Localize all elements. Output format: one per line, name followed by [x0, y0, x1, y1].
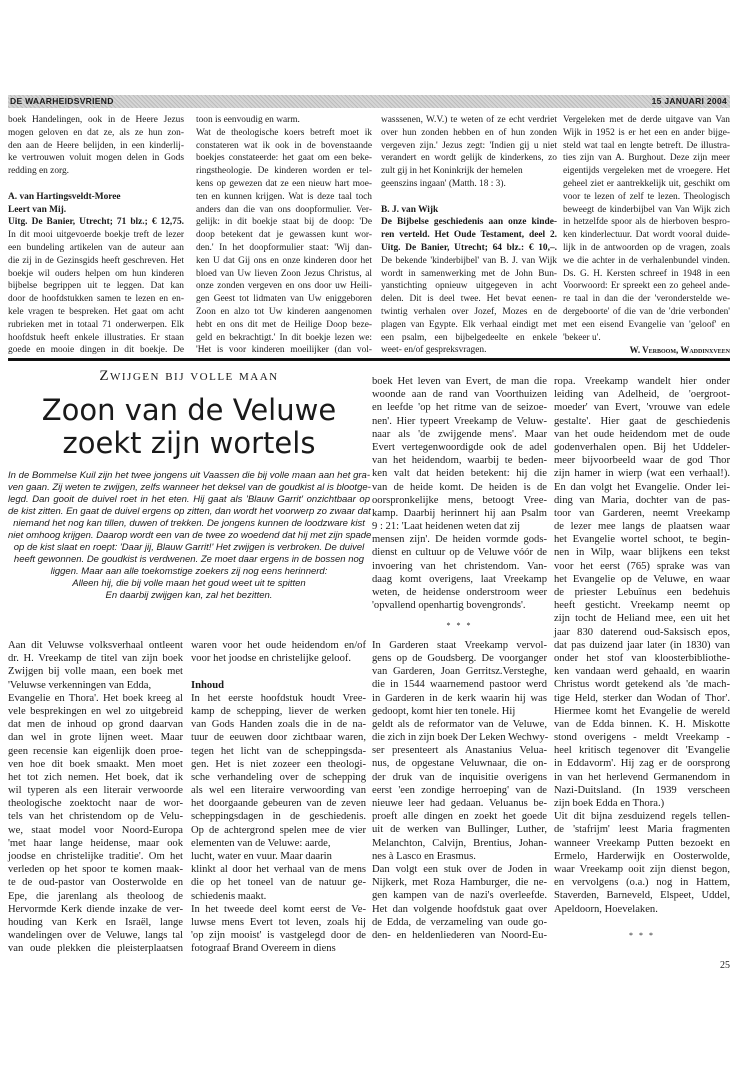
text-line: bijbelse begrippen uit te leggen. Dat kan — [8, 281, 184, 292]
text-line: gedoopt, komt hier ten tonele. Hij — [372, 705, 516, 717]
text-line: Het dan volgende hoofdstuk gaat over — [372, 903, 547, 915]
text-line: elementen van de Veluwe: aarde, — [191, 837, 331, 849]
text-line: lijk in de antwoorden op de vragen, zoals — [563, 242, 730, 253]
text-line: geenszins ingaan' (Matth. 18 : 3). — [381, 178, 506, 189]
review-column — [196, 114, 372, 357]
text-line: nes à Lasco en Erasmus. — [372, 850, 476, 862]
text-line: voor te lezen of zelf te lezen. Theologisch — [563, 191, 730, 202]
text-line: Wijk in 1952 is er het een en ander bijge- — [563, 127, 730, 138]
text-line: Evert vertegenwoordigde ook de adel — [372, 441, 547, 453]
text-line: ren verteld. Het Oude Testament, deel 2. — [381, 230, 557, 241]
text-line: stond overigens - meldt Vreekamp - — [554, 732, 730, 744]
text-line: mensen zijn'. De heiden vormde gods- — [372, 534, 547, 546]
review-column — [8, 114, 184, 357]
text-line: bloed van Uw lieven Zoon Jezus Christus, al — [196, 268, 372, 279]
text-line: Ds. G. H. Kersten schreef in 1948 in een — [563, 268, 730, 279]
text-line: beweegt de kinderbijbel van Van Wijk zich — [563, 204, 730, 215]
text-line: die zij in de Gezinsgids heeft geschreven. Het — [8, 255, 184, 266]
text-line: godenverhalen open. Bij het Uddeler- — [554, 441, 730, 453]
text-line: Epe, die jarenlang als theoloog de — [8, 890, 183, 902]
text-line: twintig verhalen over Jozef, Mozes en de — [381, 306, 557, 317]
text-line: geen recensie kan eigenlijk doen proe- — [8, 745, 183, 757]
text-line: de priester Lebuïnus een bedehuis — [554, 587, 730, 598]
text-line: die in 1544 waarnemend pastoor werd — [372, 679, 547, 691]
text-line: Leert van Mij. — [8, 204, 67, 215]
text-line: heeft gewonnen. De goudkist is verdwenen. Ze moet daar ergens in de bossen nog — [13, 554, 365, 565]
text-line: geldt als de reformator van de Veluwe, — [372, 718, 547, 730]
text-line: vergeven zijn.' Jezus zegt: 'Indien gij u niet — [381, 140, 557, 151]
text-line: ke vertrouwen voluit mogen delen in Gods — [8, 153, 184, 164]
running-header — [8, 95, 730, 108]
text-line: De Bijbelse geschiedenis aan onze kinde- — [381, 217, 557, 228]
text-line: een bundeling artikelen van de auteur aan — [8, 242, 184, 253]
text-line: van Garderen, Joan Gerritsz.Versteghe, — [372, 666, 547, 678]
text-line: En daarbij zwijgen kan, zal het bezitten. — [105, 590, 273, 601]
article-intro — [8, 470, 370, 602]
text-line: Zoon en alzo tot Uw kinderen aangenomen — [196, 306, 372, 317]
text-line: doop betekent dat je gewassen kunt wor- — [196, 230, 372, 241]
text-line: zijn tocht de Heliand mee, een uit het — [554, 613, 730, 625]
text-line: boekjes constateerde: het gaat om een beke- — [196, 153, 372, 164]
text-line: rubrieken met in totaal 71 onderwerpen. Elk — [8, 319, 184, 330]
text-line: Ermelo, Harderwijk en Oosterwolde, — [554, 850, 730, 862]
text-line: van Gods Handen zoals die in de na- — [191, 719, 366, 731]
text-line: der druk van de inquisitie overigens — [372, 771, 547, 783]
text-line: over hun zonden hebben en of hun zonden — [381, 127, 557, 138]
text-line: ten en kunnen krijgen. Wat is deze taal toch — [196, 191, 372, 202]
text-line: Voorwoord: Er spreekt een zo geheel ande- — [563, 281, 730, 292]
text-line: redding en zorg. — [8, 166, 70, 177]
text-line: ken vandaan werd gehaald, en waarin — [554, 666, 730, 678]
text-line: zult gij in het Koninkrijk der hemelen — [381, 166, 523, 177]
text-line: den aan de Heere belijden, in een kinderlij- — [8, 140, 184, 151]
text-line: joodse en christelijke traditie'. Om het — [8, 851, 183, 862]
text-line: van het heidendom, waarbij te beden- — [372, 455, 547, 467]
text-line: gen. Het is niet zozeer een theologi- — [191, 758, 366, 770]
text-line: de 'stafrijm' leest Maria fragmenten — [554, 824, 730, 836]
text-line: toor van Garderen, neemt Vreekamp — [554, 507, 730, 519]
text-line — [381, 191, 557, 204]
text-line: legd. Dan gooit de duivel roet in het eten. Hij gaat als 'Blauw Garrit' onzichtbaar op — [8, 494, 370, 505]
text-line — [8, 178, 184, 191]
text-line: gelijk: in dit boekje staat bij de doop: 'De — [196, 217, 372, 228]
text-line: nieuwe leer had gedaan. Veluanus be- — [372, 798, 547, 809]
text-line: ken valt dat heiden betekent: hij die — [372, 468, 547, 480]
text-line: jaar 830 daterend oud-Saksisch epos, — [554, 626, 730, 638]
text-line: zijn boek Edda en Thora.) — [554, 798, 665, 809]
text-line: weten, de heidense onderstroom weer — [372, 587, 547, 598]
article-column — [554, 375, 730, 942]
text-line: A. van Hartingsveldt-Moree — [8, 191, 121, 202]
text-line: door de hoofdstukken samen te lezen en en- — [8, 294, 184, 305]
text-line: dienst en cultuur op de Veluwe vóór de — [372, 547, 547, 559]
text-line: Uit dit bijna zesduizend regels tellen- — [554, 811, 730, 823]
text-line: te de oud-pastor van Oosterwolde en — [8, 877, 183, 889]
text-line: ser presenteert als Anastanius Velua- — [372, 745, 547, 757]
text-line: zijn hamer in wierp (wat een verhaal!). — [554, 468, 730, 480]
text-line: In het tweede deel komt eerst de Ve- — [191, 903, 366, 915]
text-line: Melanchton, Calvijn, Brentius, Johan- — [372, 837, 547, 849]
text-line: houding van Kerk en Israël, lange — [8, 916, 183, 928]
article-column — [372, 375, 547, 942]
text-line: invoering van het christendom. Van- — [372, 560, 547, 572]
text-line: dr. H. Vreekamp de titel van zijn boek — [8, 653, 183, 665]
text-line: met een eisend Evangelie van 'geloof' en — [563, 319, 730, 330]
text-line: 'opvallend openhartig bovengronds'. — [372, 600, 526, 612]
text-line: van het oude heidendom met de oude — [554, 428, 730, 440]
text-line: als wel een literaire verwoording van — [191, 785, 366, 797]
text-line: 'Het is voor kinderen moeilijker (dan vol- — [196, 345, 372, 356]
text-line: wasssenen, W.V.) te weten of ze echt verdriet — [381, 115, 557, 125]
text-line: uit de werken van Bullinger, Luther, — [372, 824, 547, 836]
text-line: wordt in samenwerking met de John Bun- — [381, 268, 557, 279]
text-line: daag komt overigens, laat Vreekamp — [372, 573, 547, 585]
text-line: In het eerste hoofdstuk houdt Vree- — [191, 692, 366, 704]
text-line: waren voor het oude heidendom en/of — [191, 640, 366, 651]
text-line: Staverden, Barneveld, Elspeet, Uddel, — [554, 890, 730, 902]
text-line: een psalm, een bijbelgedeelte en enkele — [381, 332, 557, 343]
text-line: in hetzelfde spoor als de hierboven bespro- — [563, 217, 730, 228]
text-line — [372, 612, 547, 619]
text-line: nus, de opgestane Veluwnaar, die on- — [372, 758, 547, 770]
text-line: De bekende 'kinderbijbel' van B. J. van Wijk — [381, 255, 557, 266]
text-line: B. J. van Wijk — [381, 204, 439, 215]
text-line: tegen het licht van de scheppingsda- — [191, 745, 366, 757]
text-line: re taal in dan die der 'veronderstelde we- — [563, 294, 730, 305]
text-line — [372, 632, 547, 639]
text-line: leiding van Adelheid, de 'oergroot- — [554, 389, 730, 401]
text-line: gestalte'. Hier gaat de geschiedenis — [554, 415, 730, 427]
text-line: ven gaan. Zij weten te zwijgen, zelfs wanneer het deksel van de goudkist al is blootge- — [8, 482, 371, 493]
issue-date: 15 JANUARI 2004 — [651, 96, 727, 106]
text-line: meer bijvoorbeeld waar de god Thor — [554, 455, 730, 467]
text-line: Hervormde Kerk diende inzake de ver- — [8, 903, 183, 915]
text-line: de lezer mee langs de plaatsen waar — [554, 521, 730, 533]
text-line: moeder' van Evert, 'vrouwe van edele — [554, 402, 730, 414]
text-line: Apeldoorn, Hoevelaken. — [554, 903, 658, 915]
text-line: Dan volgt een stuk over de Joden in — [372, 863, 547, 875]
text-line: voor het joodse en christelijke geloof. — [191, 653, 352, 665]
text-line: sche verhandeling over de schepping — [191, 771, 366, 783]
text-line: tels van het christendom op de Velu- — [8, 811, 183, 823]
text-line: Evangelie en Thora'. Het boek kreeg al — [8, 692, 183, 704]
text-line: Hiermee komt het Evangelie de wereld — [554, 705, 730, 717]
text-line: heeft gesticht. Vreekamp neemt op — [554, 600, 730, 612]
text-line: theologische zoektocht naar de wor- — [8, 798, 183, 810]
text-line: nen'. Hier typeert Vreekamp de Veluw- — [372, 415, 547, 427]
text-line: In Garderen staat Vreekamp vervol- — [372, 639, 547, 651]
text-line: klinkt al door het verhaal van de mens — [191, 864, 366, 876]
text-line: En dan volgt het Evangelie. Onder lei- — [554, 481, 730, 493]
text-line — [191, 665, 366, 678]
text-line: gens op de Goudsberg. De voorganger — [372, 652, 547, 664]
text-line: kamp de schepping, liever de werken — [191, 705, 366, 717]
text-line: dat pas duizend jaar later (in 1830) van — [554, 639, 730, 651]
text-line: verleden op het spoor te komen maak- — [8, 864, 183, 876]
text-line: ken kinderlectuur. Dat wordt vooral duide- — [563, 230, 730, 241]
text-line: in van het herlevend Germanendom in — [554, 771, 730, 783]
text-line: ding van Maria, dochter van de pas- — [554, 494, 730, 506]
text-line: heel kritisch tegenover dit 'Evangelie — [554, 745, 730, 757]
text-line: we, staat model voor Noord-Europa — [8, 824, 183, 836]
text-line: gen kampen van de nazi's overleefde. — [372, 890, 547, 902]
text-line: Alleen hij, die bij volle maan het goud weet uit te spitten — [72, 578, 306, 589]
section-break: * * * — [446, 620, 473, 630]
text-line: en vervolgens (o.a.) nog in Hattem, — [554, 877, 730, 889]
text-line: 'met haar lange heidense, maar ook — [8, 837, 183, 849]
text-line: Zwijgen bij volle maan, een boek met — [8, 666, 183, 678]
text-line: tige Held, sterker dan Wodan of Thor'. — [554, 692, 730, 704]
text-line: Aan dit Veluwse volksverhaal ontleent — [8, 640, 183, 651]
text-line: die zich in zijn boek Der Leken Wechwy- — [372, 732, 549, 744]
text-line: ropa. Vreekamp wandelt hier onder — [554, 376, 730, 387]
text-line: het Evangelie op de Veluwe, en waar — [554, 573, 730, 585]
text-line: 'Veluwse verkenningen van Edda, — [8, 679, 152, 691]
text-line: nen in Wilp, waar blijkens een tekst — [554, 547, 730, 559]
text-line: Wat de theologische koers betreft moet ik — [196, 127, 372, 138]
text-line: anders dan die van ons doopformulier. Ver- — [196, 204, 372, 215]
text-line: van de Edda binnen. K. H. Miskotte — [554, 718, 730, 730]
text-line: schiedenis maakt. — [191, 890, 267, 902]
text-line: Uitg. De Banier, Utrecht; 64 blz.: € 10,–. — [381, 242, 557, 253]
section-break: * * * — [629, 930, 655, 940]
headline-line: Zoon van de Veluwe — [41, 393, 337, 427]
article-column — [8, 639, 183, 956]
text-line: dat men de inhoud op grond daarvan — [8, 719, 183, 731]
text-line: Nazi-Duitsland. (In 1939 verscheen — [554, 784, 730, 796]
text-line — [554, 916, 730, 929]
text-line: 'op zijn mooist' is vastgelegd door de — [191, 930, 366, 942]
text-line: van de heide komt. De heiden is de — [372, 481, 547, 493]
text-line: toon is eenvoudig en warm. — [196, 115, 300, 125]
text-line: proeft alle dingen en zoekt het goede — [372, 811, 547, 823]
text-line: plagen van Egypte. Elk verhaal eindigt met — [381, 319, 557, 330]
text-line: lucht, water en vuur. Maar daarin — [191, 851, 332, 862]
publication-name: DE WAARHEIDSVRIEND — [10, 96, 114, 106]
text-line: wandelingen over de Veluwe, langs tal — [8, 930, 183, 942]
text-line: die op het toneel van de natuur ge- — [191, 877, 366, 889]
text-line: boekje wil ouders helpen om hun kinderen — [8, 268, 184, 279]
text-line: niemand het nog kan tillen, duwen of trekken. De jongens kunnen de loodzware kist — [13, 518, 365, 529]
text-line: 'bekeer u'. — [563, 332, 601, 343]
text-line: boek Handelingen, ook in de Heere Jezus — [8, 115, 184, 125]
text-line: eigentijds vergeleken met de vroegere. Het — [563, 166, 730, 177]
text-line: scheppingsdagen in de geschiedenis. — [191, 811, 366, 823]
article-headline — [8, 394, 370, 460]
text-line: gen Geest tot lidmaten van Uw eniggeboren — [196, 294, 372, 305]
text-line: constateren wat ik ook in de bovenstaande — [196, 140, 372, 151]
text-line: onder het stof van kloosterbibliothe- — [554, 652, 730, 664]
article-column — [191, 639, 366, 956]
text-line: eerst 'een zondige herroeping' van de — [372, 784, 547, 796]
text-line: en leefde 'op het ritme van de seizoe- — [372, 402, 547, 414]
text-line: liggen. Maar aan alle toekomstige zoekers zij nog eens herinnerd: — [50, 566, 328, 577]
text-line: steld wat taal en lengte betreft. De illustra- — [563, 140, 730, 151]
text-line: In dit mooi uitgevoerde boekje treft de lezer — [8, 230, 184, 241]
text-line: luwse mens Evert tot leven, zoals hij — [191, 916, 366, 928]
text-line: Inhoud — [191, 679, 224, 691]
text-line: voor het eerst (765) sprake was van — [554, 560, 730, 572]
text-line: Uitg. De Banier, Utrecht; 71 blz.; € 12,75. — [8, 217, 184, 228]
text-line: tuur de eeuwen door zichtbaar waren, — [191, 732, 366, 744]
headline-line: zoekt zijn wortels — [62, 426, 316, 460]
text-line: de Edda, de verzameling van oude go- — [372, 916, 547, 928]
text-line: Christus wordt getekend als 'de mach- — [554, 679, 730, 691]
article-kicker: Zwijgen bij volle maan — [99, 368, 279, 384]
text-line: dergeboorte' of die van de 'drie verbonden' — [563, 306, 730, 317]
text-line: Nijkerk, met Roza Hamburger, die ne- — [372, 877, 547, 889]
text-line: van oude plekken die pleisterplaatsen — [8, 943, 183, 955]
text-line: kele vragen te bespreken. Het gaat om acht — [8, 306, 184, 317]
text-line: geld en bekrachtigt.' In dit boekje lezen we: — [196, 332, 372, 343]
text-line: den- en heldenliederen van Noord-Eu- — [372, 929, 547, 941]
text-line: weet- en/of gespreksvragen. — [381, 345, 487, 356]
text-line: het doorgaande gebeuren van de zeven — [191, 798, 366, 810]
text-line: ties zijn van A. Burghout. Deze zijn meer — [563, 153, 730, 164]
text-line: goede en mooie dingen in dit boekje. De — [8, 345, 184, 356]
text-line: In de Bommelse Kuil zijn het twee jongens uit Vaassen die bij volle maan aan het gra- — [8, 470, 370, 481]
text-line: in Eddavorm'. Hij zag er de oorsprong — [554, 758, 730, 770]
text-line: hoofdstuk heeft enkele illustraties. Er staan — [8, 332, 184, 343]
byline: W. Verboom, Waddinxveen — [629, 345, 730, 356]
text-line: boek Het leven van Evert, de man die — [372, 376, 547, 387]
text-line: wil typeren als een literair verwoorde — [8, 785, 183, 797]
text-line: verandert en wordt gelijk de kinderkens, zo — [381, 153, 557, 164]
text-line: vele besprekingen en wel zo uitgebreid — [8, 705, 183, 717]
text-line: niet omhoog krijgen. Daarop wordt een van de twee zo woedend dat hij met zijn spade — [8, 530, 372, 541]
section-divider — [8, 358, 730, 361]
text-line: onze zonden vergeven en ons door uw Heili- — [196, 281, 372, 292]
text-line: yanstichting opnieuw uitgegeven in acht — [381, 281, 557, 292]
text-line: het tot zich nemen. Het boek, dat ik — [8, 771, 183, 783]
text-line: het Evangelie wortel schoot, te begin- — [554, 534, 730, 546]
text-line: we die achter in de verhalenbundel vinden. — [563, 255, 730, 266]
text-line: kamp. Daarbij herinnert hij aan Psalm — [372, 507, 547, 519]
text-line: mogen geloven en dat ze, als ze hun zon- — [8, 127, 184, 138]
text-line: op de kist slaat en roept: 'Daar jij, Blauw Garrit!' Het zwijgen is verbroken. De duivel — [13, 542, 365, 553]
text-line: de kist zitten. En gaat de duivel ergens op zitten, dan wordt het voorwerp zo zwaar dat — [8, 506, 371, 517]
text-line: wanneer Vreekamp Putten bezoekt en — [554, 837, 730, 849]
text-line: 9 : 21: 'Laat heidenen weten dat zij — [372, 521, 521, 533]
text-line: kens op gewezen dat ze een nieuw hart moe- — [196, 178, 372, 189]
text-line: hebt en ons dit met de Heilige Doop beze- — [196, 319, 372, 330]
review-column — [381, 114, 557, 357]
text-line: fotograaf Brand Overeem in diens — [191, 943, 336, 955]
text-line: naar als 'de zwijgende mens'. Maar — [372, 428, 547, 440]
text-line: den.' In het doopformulier staat: 'Wij dan- — [196, 242, 372, 253]
text-line: Op de achtergrond spelen mee de vier — [191, 824, 366, 836]
text-line: Vergeleken met de derde uitgave van Van — [563, 115, 730, 125]
review-column — [563, 114, 730, 357]
text-line: delen. Dit is deel twee. Het bevat eenen- — [381, 294, 557, 305]
text-line: ken U dat Gij ons en onze kinderen door het — [196, 255, 372, 266]
text-line: woonde aan de rand van Voorthuizen — [372, 389, 547, 401]
text-line: geheel ziet er aantrekkelijk uit, geschikt om — [563, 178, 730, 189]
page-number: 25 — [720, 960, 730, 971]
text-line: dan wel in grote lijnen weet. Maar — [8, 732, 183, 744]
text-line: in Garderen in de kerk waarin hij was — [372, 692, 547, 704]
text-line: ven hoe dit boek smaakt. Men moet — [8, 758, 183, 770]
text-line: ringstheologie. De kinderen worden er tel- — [196, 166, 372, 177]
text-line: oorspronkelijke mens, betoogt Vree- — [372, 494, 547, 506]
text-line: waar Vreekamp ooit zijn dienst begon, — [554, 863, 730, 875]
